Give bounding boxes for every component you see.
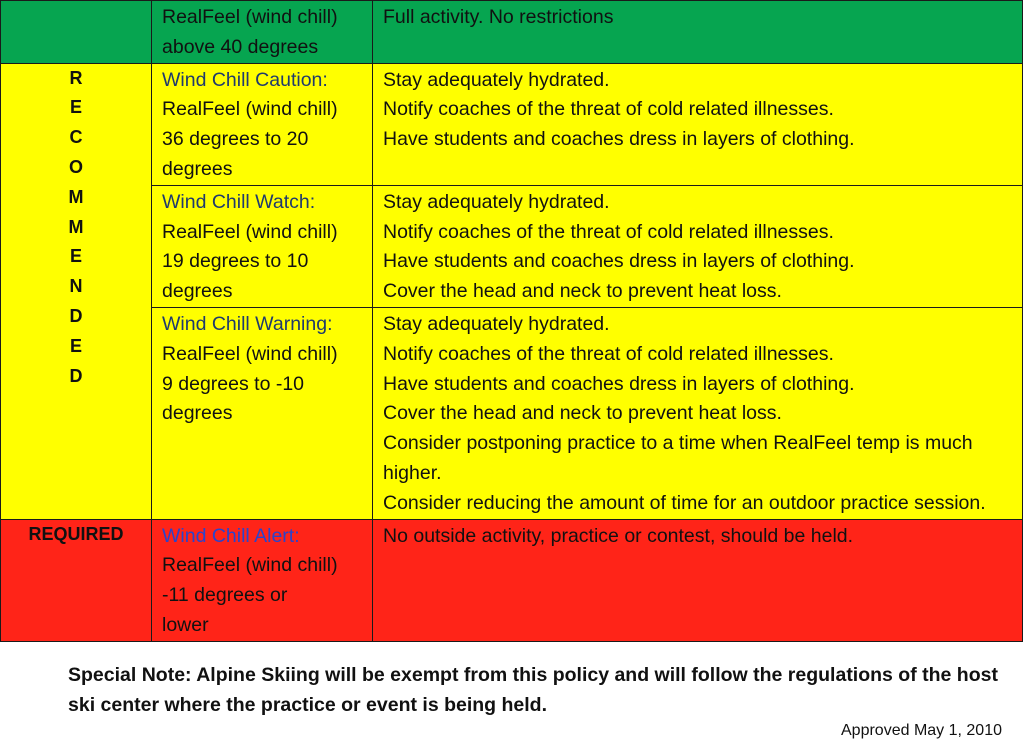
condition-line: -11 degrees or [162, 584, 288, 607]
level-title: Wind Chill Alert: [162, 524, 300, 547]
action-line: Stay adequately hydrated. [383, 312, 610, 335]
action-line: Full activity. No restrictions [383, 6, 614, 28]
action-line: Have students and coaches dress in layers of clothing. [383, 250, 855, 273]
condition-line: degrees [162, 280, 233, 303]
condition-line: RealFeel (wind chill) [162, 220, 338, 243]
action-cell [373, 1, 1023, 64]
condition-cell [152, 63, 373, 185]
action-line: Have students and coaches dress in layers of clothing. [383, 372, 855, 395]
recommended-vertical-label [69, 64, 84, 392]
action-line: Cover the head and neck to prevent heat loss. [383, 402, 782, 425]
recommended-letter: R [69, 67, 83, 88]
recommended-letter: N [69, 276, 83, 297]
action-line: Stay adequately hydrated. [383, 190, 610, 213]
action-line: Consider postponing practice to a time when RealFeel temp is much higher. [383, 432, 973, 484]
action-line: Notify coaches of the threat of cold related illnesses. [383, 98, 834, 121]
required-label: REQUIRED [28, 523, 124, 544]
condition-line: lower [162, 613, 209, 636]
condition-line: RealFeel (wind chill) [162, 554, 338, 577]
policy-row-alert [1, 519, 1023, 641]
policy-row-no-restrictions [1, 1, 1023, 64]
recommended-letter: M [68, 186, 84, 207]
condition-cell [152, 519, 373, 641]
approval-date: Approved May 1, 2010 [841, 722, 1002, 739]
recommended-letter: O [68, 156, 83, 177]
label-cell-empty [1, 1, 152, 64]
condition-line: degrees [162, 402, 233, 425]
condition-line: 19 degrees to 10 [162, 250, 309, 273]
condition-cell [152, 1, 373, 64]
action-line: Cover the head and neck to prevent heat loss. [383, 280, 782, 303]
condition-line: degrees [162, 157, 233, 180]
action-cell [373, 519, 1023, 641]
action-cell [373, 63, 1023, 185]
level-title: Wind Chill Watch: [162, 190, 316, 213]
recommended-letter: D [69, 365, 83, 386]
action-line: Notify coaches of the threat of cold related illnesses. [383, 342, 834, 365]
condition-cell [152, 185, 373, 307]
action-cell [373, 185, 1023, 307]
level-title: Wind Chill Warning: [162, 312, 333, 335]
required-label-cell [1, 519, 152, 641]
condition-line: RealFeel (wind chill) [162, 98, 338, 121]
condition-line: RealFeel (wind chill) [162, 342, 338, 365]
action-line: No outside activity, practice or contest, should be held. [383, 524, 854, 547]
action-line: Notify coaches of the threat of cold related illnesses. [383, 220, 834, 243]
policy-row-watch [1, 185, 1023, 307]
condition-line: above 40 degrees [162, 35, 319, 58]
condition-line: RealFeel (wind chill) [162, 6, 338, 28]
condition-line: 36 degrees to 20 [162, 128, 309, 151]
recommended-letter: C [69, 127, 83, 148]
policy-row-warning [1, 307, 1023, 519]
condition-line: 9 degrees to -10 [162, 372, 305, 395]
action-line: Consider reducing the amount of time for an outdoor practice session. [383, 491, 986, 514]
action-line: Stay adequately hydrated. [383, 68, 610, 91]
special-note: Special Note: Alpine Skiing will be exempt from this policy and will follow the regulations of the host ski center where the practice or event is being held. [68, 664, 998, 716]
action-cell [373, 307, 1023, 519]
recommended-letter: D [69, 305, 83, 326]
policy-row-caution [1, 63, 1023, 185]
condition-cell [152, 307, 373, 519]
recommended-letter: E [69, 246, 82, 267]
recommended-letter: M [68, 216, 84, 237]
action-line: Have students and coaches dress in layers of clothing. [383, 128, 855, 151]
level-title: Wind Chill Caution: [162, 68, 328, 91]
recommended-letter: E [69, 97, 82, 118]
recommended-letter: E [69, 335, 82, 356]
recommended-label-cell [1, 63, 152, 519]
